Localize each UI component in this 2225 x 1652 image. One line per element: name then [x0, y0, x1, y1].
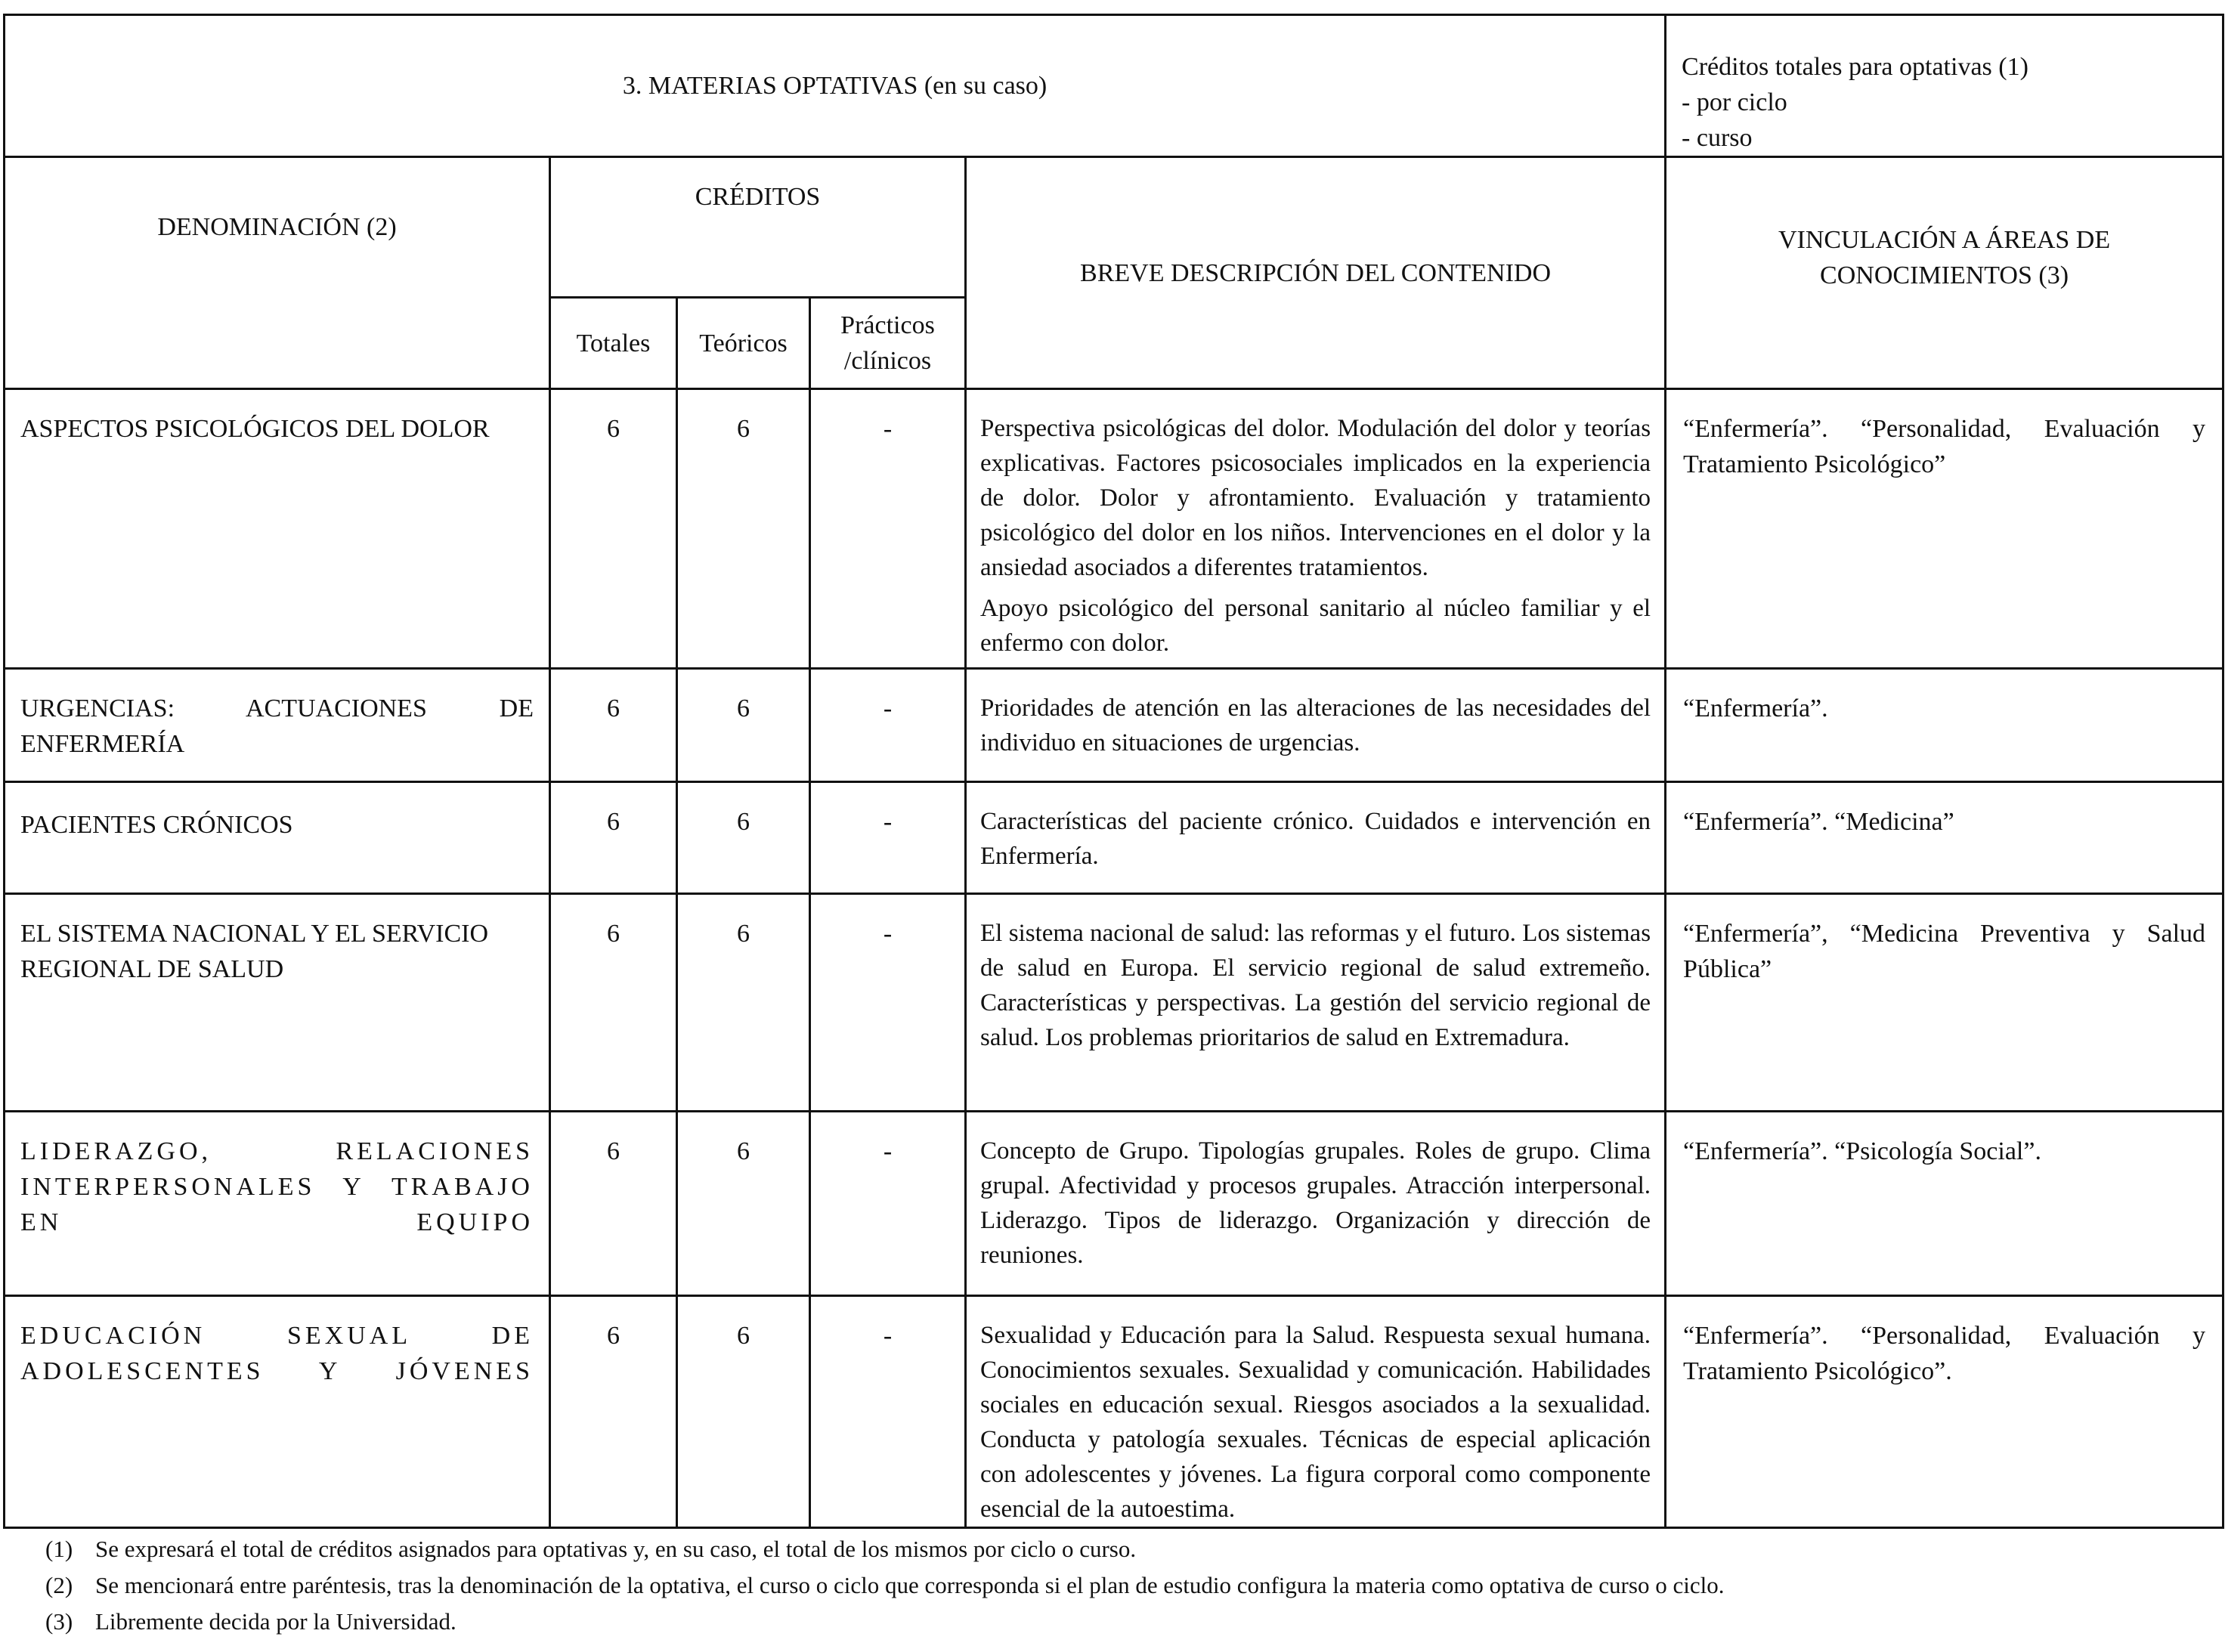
knowledge-areas: “Enfermería”. “Personalidad, Evaluación y Tratamiento Psicológico”. [1666, 1296, 2223, 1528]
footnote-mark: (2) [45, 1572, 73, 1598]
credits-totales: 6 [550, 389, 677, 669]
footnote-mark: (1) [45, 1536, 73, 1562]
optional-subjects-table [3, 14, 2224, 1529]
description-paragraph: Perspectiva psicológicas del dolor. Modulación del dolor y teorías explicativas. Factores psicosociales implicados en la experiencia de dolor. Dolor y afrontamiento. Evaluación y tratamiento psicológico del dolor en los niños. Intervenciones en el dolor y la ansiedad asociados a diferentes tratamientos. [980, 415, 1651, 581]
knowledge-areas: “Enfermería”. [1666, 669, 2223, 782]
credits-practicos: - [810, 1296, 966, 1528]
subject-description [966, 669, 1666, 782]
header-denominacion: DENOMINACIÓN (2) [5, 157, 550, 389]
description-paragraph: El sistema nacional de salud: las reformas y el futuro. Los sistemas de salud en Europa. El servicio regional de salud extremeño. Características y perspectivas. La gestión del servicio regional de salud. Los problemas prioritarios de salud en Extremadura. [980, 920, 1651, 1051]
subject-name: LIDERAZGO, RELACIONES INTERPERSONALES Y TRABAJO EN EQUIPO [5, 1112, 550, 1296]
credits-summary-cell [1666, 15, 2223, 157]
subject-description [966, 1296, 1666, 1528]
subject-description [966, 782, 1666, 894]
credits-teoricos: 6 [677, 1112, 810, 1296]
description-paragraph: Sexualidad y Educación para la Salud. Respuesta sexual humana. Conocimientos sexuales. Sexualidad y comunicación. Habilidades sociales en educación sexual. Riesgos asociados a la sexualidad. Conducta y patología sexuales. Técnicas de especial aplicación con adolescentes y jóvenes. La figura corporal como componente esencial de la autoestima. [980, 1322, 1651, 1523]
table-row [5, 1296, 2223, 1528]
knowledge-areas: “Enfermería”. “Personalidad, Evaluación y Tratamiento Psicológico” [1666, 389, 2223, 669]
description-paragraph: Concepto de Grupo. Tipologías grupales. Roles de grupo. Clima grupal. Afectividad y procesos grupales. Atracción interpersonal. Liderazgo. Tipos de liderazgo. Organización y dirección de reuniones. [980, 1137, 1651, 1269]
credits-practicos: - [810, 389, 966, 669]
credits-practicos: - [810, 669, 966, 782]
table-row [5, 782, 2223, 894]
credits-teoricos: 6 [677, 782, 810, 894]
table-row [5, 669, 2223, 782]
subject-name: PACIENTES CRÓNICOS [5, 782, 550, 894]
footnote-mark: (3) [45, 1608, 73, 1635]
subject-name: ASPECTOS PSICOLÓGICOS DEL DOLOR [5, 389, 550, 669]
footnote-text: Se mencionará entre paréntesis, tras la denominación de la optativa, el curso o ciclo que corresponda si el plan de estudio configura la materia como optativa de curso o ciclo. [95, 1572, 1725, 1598]
knowledge-areas: “Enfermería”. “Psicología Social”. [1666, 1112, 2223, 1296]
section-title: 3. MATERIAS OPTATIVAS (en su caso) [622, 72, 1048, 100]
header-descripcion: BREVE DESCRIPCIÓN DEL CONTENIDO [966, 157, 1666, 389]
table-row [5, 1112, 2223, 1296]
credits-totales: 6 [550, 894, 677, 1112]
section-title-cell [5, 15, 1666, 157]
credits-teoricos: 6 [677, 894, 810, 1112]
credits-practicos: - [810, 894, 966, 1112]
header-teoricos: Teóricos [677, 298, 810, 389]
credits-totales: 6 [550, 1296, 677, 1528]
footnote [45, 1567, 2207, 1604]
header-totales: Totales [550, 298, 677, 389]
footnote [45, 1604, 2207, 1640]
header-creditos: CRÉDITOS [550, 157, 966, 298]
footnote-text: Libremente decida por la Universidad. [95, 1608, 456, 1635]
subject-name: EDUCACIÓN SEXUAL DE ADOLESCENTES Y JÓVENES [5, 1296, 550, 1528]
table-row [5, 389, 2223, 669]
description-paragraph: Apoyo psicológico del personal sanitario al núcleo familiar y el enfermo con dolor. [980, 595, 1651, 657]
credits-totales: 6 [550, 782, 677, 894]
description-paragraph: Prioridades de atención en las alteraciones de las necesidades del individuo en situaciones de urgencias. [980, 695, 1651, 756]
footnotes [45, 1531, 2207, 1640]
credits-teoricos: 6 [677, 669, 810, 782]
header-vinculacion: VINCULACIÓN A ÁREAS DE CONOCIMIENTOS (3) [1666, 157, 2223, 389]
credits-summary-line: - curso [1682, 124, 1753, 152]
subject-name: EL SISTEMA NACIONAL Y EL SERVICIO REGIONAL DE SALUD [5, 894, 550, 1112]
subject-description [966, 894, 1666, 1112]
credits-teoricos: 6 [677, 1296, 810, 1528]
header-practicos: Prácticos /clínicos [810, 298, 966, 389]
credits-summary-line: Créditos totales para optativas (1) [1682, 53, 2028, 81]
credits-teoricos: 6 [677, 389, 810, 669]
knowledge-areas: “Enfermería”. “Medicina” [1666, 782, 2223, 894]
subject-description [966, 389, 1666, 669]
footnote-text: Se expresará el total de créditos asignados para optativas y, en su caso, el total de los mismos por ciclo o curso. [95, 1536, 1137, 1562]
table-row [5, 894, 2223, 1112]
subject-description [966, 1112, 1666, 1296]
credits-totales: 6 [550, 1112, 677, 1296]
description-paragraph: Características del paciente crónico. Cuidados e intervención en Enfermería. [980, 808, 1651, 870]
footnote [45, 1531, 2207, 1567]
knowledge-areas: “Enfermería”, “Medicina Preventiva y Salud Pública” [1666, 894, 2223, 1112]
credits-practicos: - [810, 782, 966, 894]
credits-practicos: - [810, 1112, 966, 1296]
credits-totales: 6 [550, 669, 677, 782]
subject-name: URGENCIAS: ACTUACIONES DE ENFERMERÍA [5, 669, 550, 782]
credits-summary-line: - por ciclo [1682, 88, 1787, 116]
